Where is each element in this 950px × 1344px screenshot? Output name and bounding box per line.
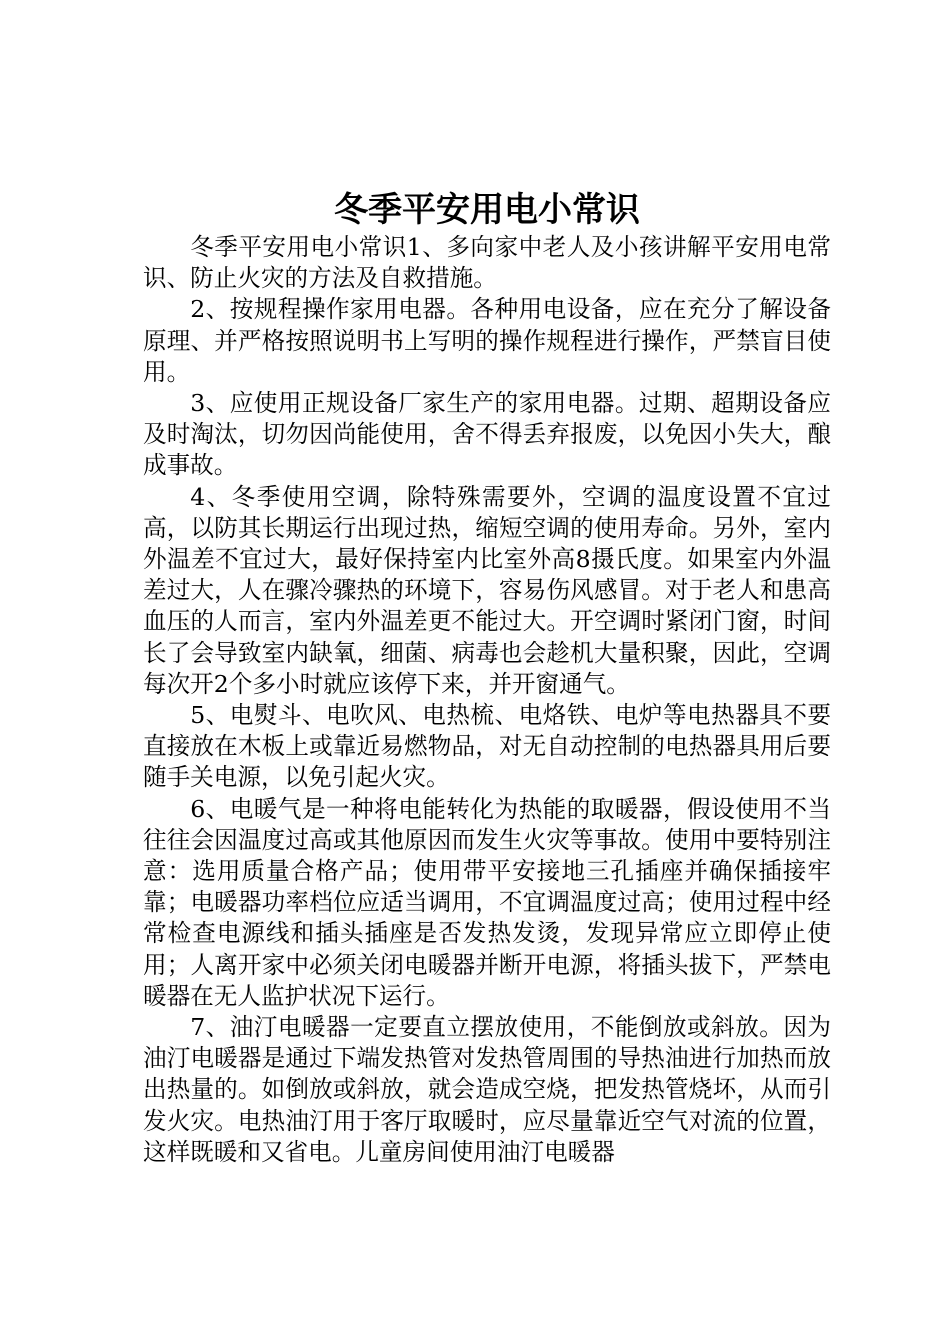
paragraph-6: 6、电暖气是一种将电能转化为热能的取暖器，假设使用不当往往会因温度过高或其他原因而发生火灾等事故。使用中要特别注意：选用质量合格产品；使用带平安接地三孔插座并确保插接牢靠；电暖器功率档位应适当调用，不宜调温度过高；使用过程中经常检查电源线和插头插座是否发热发烫，发现异常应立即停止使用；人离开家中必须关闭电暖器并断开电源，将插头拔下，严禁电暖器在无人监护状况下运行。	[143, 794, 831, 1010]
paragraph-3: 3、应使用正规设备厂家生产的家用电器。过期、超期设备应及时淘汰，切勿因尚能使用，舍不得丢弃报废，以免因小失大，酿成事故。	[143, 389, 831, 480]
document-page	[143, 188, 831, 1168]
paragraph-7: 7、油汀电暖器一定要直立摆放使用，不能倒放或斜放。因为油汀电暖器是通过下端发热管对发热管周围的导热油进行加热而放出热量的。如倒放或斜放，就会造成空烧，把发热管烧坏，从而引发火灾。电热油汀用于客厅取暖时，应尽量靠近空气对流的位置，这样既暖和又省电。儿童房间使用油汀电暖器	[143, 1013, 831, 1166]
paragraph-4: 4、冬季使用空调，除特殊需要外，空调的温度设置不宜过高，以防其长期运行出现过热，缩短空调的使用寿命。另外，室内外温差不宜过大，最好保持室内比室外高8摄氏度。如果室内外温差过大，人在骤冷骤热的环境下，容易伤风感冒。对于老人和患高血压的人而言，室内外温差更不能过大。开空调时紧闭门窗，时间长了会导致室内缺氧，细菌、病毒也会趁机大量积聚，因此，空调每次开2个多小时就应该停下来，并开窗通气。	[143, 482, 831, 698]
paragraph-5: 5、电熨斗、电吹风、电热梳、电烙铁、电炉等电热器具不要直接放在木板上或靠近易燃物品，对无自动控制的电热器具用后要随手关电源，以免引起火灾。	[143, 701, 831, 792]
paragraph-1: 冬季平安用电小常识1、多向家中老人及小孩讲解平安用电常识、防止火灾的方法及自救措施。	[143, 233, 831, 293]
paragraph-2: 2、按规程操作家用电器。各种用电设备，应在充分了解设备原理、并严格按照说明书上写明的操作规程进行操作，严禁盲目使用。	[143, 295, 831, 386]
document-title: 冬季平安用电小常识	[334, 190, 640, 230]
